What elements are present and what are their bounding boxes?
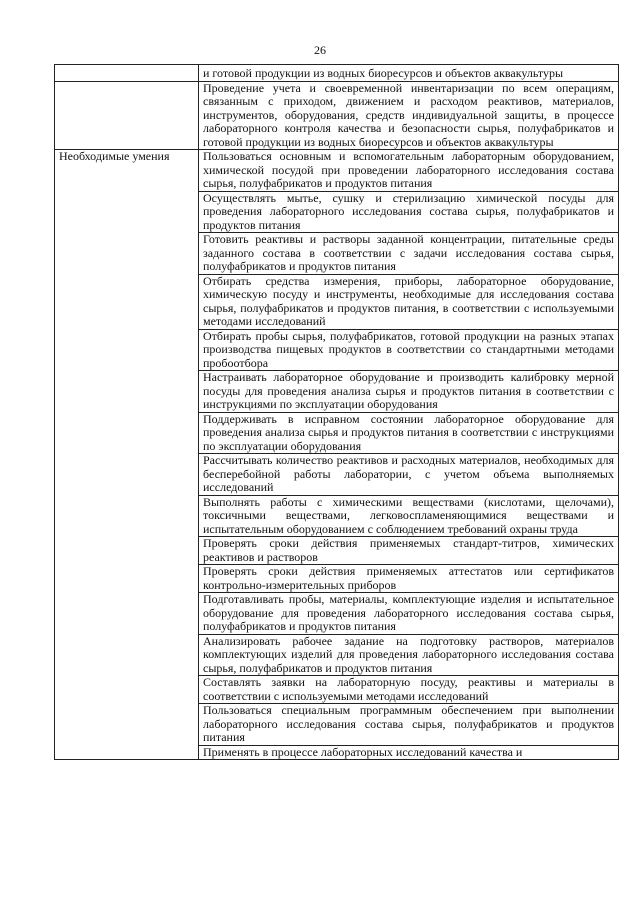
row-text: Готовить реактивы и растворы заданной концентрации, питательные среды заданного состава в соответствии с задачи исследования состава сырья, полуфабрикатов и продуктов питания [199, 233, 619, 275]
row-text: Анализировать рабочее задание на подготовку растворов, материалов комплектующих изделий для проведения лабораторного исследования состава сырья, полуфабрикатов и продуктов питания [199, 634, 619, 676]
table-row [55, 150, 619, 192]
page-number: 26 [314, 43, 326, 57]
row-text: Применять в процессе лабораторных исследований качества и [199, 745, 619, 760]
row-label [55, 81, 199, 150]
table-row [55, 81, 619, 150]
row-text: Составлять заявки на лабораторную посуду, реактивы и материалы в соответствии с используемыми методами исследований [199, 676, 619, 704]
competency-table [54, 64, 619, 760]
table-row [55, 65, 619, 82]
row-text: и готовой продукции из водных биоресурсов и объектов аквакультуры [199, 65, 619, 82]
row-text: Пользоваться специальным программным обеспечением при выполнении лабораторного исследования состава сырья, полуфабрикатов и продуктов питания [199, 704, 619, 746]
row-text: Проверять сроки действия применяемых стандарт-титров, химических реактивов и растворов [199, 537, 619, 565]
row-text: Осуществлять мытье, сушку и стерилизацию химической посуды для проведения лабораторного исследования состава сырья, полуфабрикатов и продуктов питания [199, 191, 619, 233]
row-label [55, 65, 199, 82]
row-text: Настраивать лабораторное оборудование и производить калибровку мерной посуды для проведения анализа сырья и продуктов питания в соответствии с инструкциями по эксплуатации оборудования [199, 371, 619, 413]
row-text: Отбирать средства измерения, приборы, лабораторное оборудование, химическую посуду и инструменты, необходимые для исследования состава сырья, полуфабрикатов и продуктов питания, в соответствии с используемыми методами исследований [199, 274, 619, 329]
row-text: Проведение учета и своевременной инвентаризации по всем операциям, связанным с приходом, движением и расходом реактивов, материалов, инструментов, оборудования, средств индивидуальной защиты, в процессе лабораторного контроля качества и безопасности сырья, полуфабрикатов и готовой продукции из водных биоресурсов и объектов аквакультуры [199, 81, 619, 150]
row-text: Проверять сроки действия применяемых аттестатов или сертификатов контрольно-измерительных приборов [199, 565, 619, 593]
row-text: Поддерживать в исправном состоянии лабораторное оборудование для проведения анализа сырья и продуктов питания в соответствии с инструкциями по эксплуатации оборудования [199, 412, 619, 454]
row-text: Рассчитывать количество реактивов и расходных материалов, необходимых для бесперебойной работы лаборатории, с учетом объема выполняемых исследований [199, 454, 619, 496]
row-text: Выполнять работы с химическими веществами (кислотами, щелочами), токсичными веществами, легковоспламеняющимися веществами и испытательным оборудованием с соблюдением требований охраны труда [199, 495, 619, 537]
row-text: Подготавливать пробы, материалы, комплектующие изделия и испытательное оборудование для проведения лабораторного исследования состава сырья, полуфабрикатов и продуктов питания [199, 593, 619, 635]
row-text: Отбирать пробы сырья, полуфабрикатов, готовой продукции на разных этапах производства пищевых продуктов в соответствии со стандартными методами пробоотбора [199, 329, 619, 371]
section-label-skills: Необходимые умения [55, 150, 199, 760]
row-text: Пользоваться основным и вспомогательным лабораторным оборудованием, химической посудой при проведении лабораторного исследования состава сырья, полуфабрикатов и продуктов питания [199, 150, 619, 192]
